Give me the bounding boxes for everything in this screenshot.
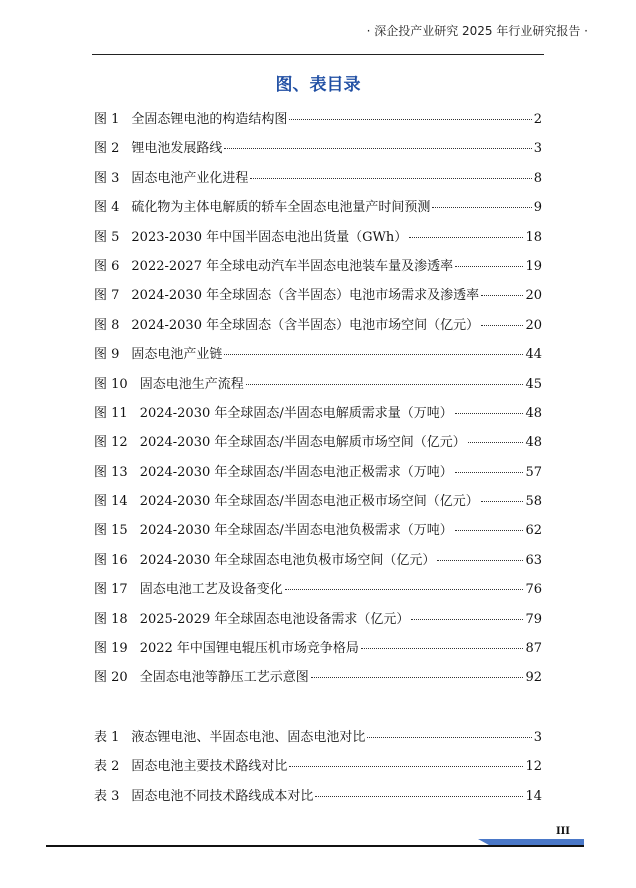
figure-entry[interactable] bbox=[94, 167, 542, 196]
report-header: · 深企投产业研究 2025 年行业研究报告 · bbox=[366, 24, 588, 38]
entry-page-number: 63 bbox=[525, 552, 542, 568]
entry-page-number: 79 bbox=[525, 611, 542, 627]
entry-title: 2024-2030 年全球固态电池负极市场空间（亿元） bbox=[139, 552, 436, 568]
entry-number: 图 4 bbox=[94, 200, 120, 216]
entry-number: 图 6 bbox=[94, 258, 120, 274]
dot-leader bbox=[455, 472, 524, 473]
page-number: III bbox=[555, 826, 570, 837]
dot-leader bbox=[315, 796, 523, 797]
entry-number: 图 3 bbox=[94, 170, 120, 186]
entry-title: 2024-2030 年全球固态/半固态电池负极需求（万吨） bbox=[139, 523, 453, 539]
entry-page-number: 8 bbox=[533, 170, 542, 186]
entry-title: 2024-2030 年全球固态（含半固态）电池市场空间（亿元） bbox=[131, 317, 480, 333]
entry-number: 图 13 bbox=[94, 464, 128, 480]
figure-entry[interactable] bbox=[94, 226, 542, 255]
dot-leader bbox=[468, 442, 524, 443]
entry-title: 2023-2030 年中国半固态电池出货量（GWh） bbox=[131, 229, 408, 245]
entry-title: 固态电池产业化进程 bbox=[131, 170, 249, 186]
dot-leader bbox=[455, 530, 524, 531]
entry-page-number: 58 bbox=[525, 494, 542, 510]
entry-page-number: 14 bbox=[525, 788, 542, 804]
entry-page-number: 12 bbox=[525, 759, 542, 775]
entry-page-number: 92 bbox=[525, 670, 542, 686]
entry-number: 图 19 bbox=[94, 641, 128, 657]
dot-leader bbox=[250, 178, 531, 179]
figure-entry[interactable] bbox=[94, 637, 542, 666]
entry-title: 全固态锂电池的构造结构图 bbox=[131, 112, 288, 127]
dot-leader bbox=[481, 325, 523, 326]
entry-number: 图 20 bbox=[94, 670, 128, 686]
entry-title: 2022-2027 年全球电动汽车半固态电池装车量及渗透率 bbox=[131, 258, 454, 274]
entry-number: 图 5 bbox=[94, 229, 120, 245]
entry-page-number: 20 bbox=[525, 317, 542, 333]
entry-page-number: 3 bbox=[533, 730, 542, 745]
dot-leader bbox=[289, 766, 523, 767]
entry-title: 硫化物为主体电解质的轿车全固态电池量产时间预测 bbox=[131, 200, 431, 216]
dot-leader bbox=[311, 677, 524, 678]
entry-page-number: 3 bbox=[533, 141, 542, 157]
figure-entry[interactable] bbox=[94, 578, 542, 607]
entry-number: 图 8 bbox=[94, 317, 120, 333]
dot-leader bbox=[409, 237, 523, 238]
entry-page-number: 76 bbox=[525, 582, 542, 598]
entry-title: 2024-2030 年全球固态/半固态电池正极市场空间（亿元） bbox=[139, 494, 479, 510]
dot-leader bbox=[481, 501, 524, 502]
figure-entry[interactable] bbox=[94, 490, 542, 519]
dot-leader bbox=[367, 737, 531, 738]
page-title: 图、表目录 bbox=[275, 75, 361, 95]
entry-number: 图 11 bbox=[94, 405, 128, 421]
figure-entry[interactable] bbox=[94, 255, 542, 284]
figure-entry[interactable] bbox=[94, 373, 542, 402]
entry-page-number: 9 bbox=[533, 200, 542, 216]
entry-title: 固态电池生产流程 bbox=[139, 376, 244, 392]
entry-page-number: 2 bbox=[533, 112, 542, 127]
dot-leader bbox=[246, 384, 524, 385]
figure-entry[interactable] bbox=[94, 519, 542, 548]
entry-number: 图 7 bbox=[94, 288, 120, 304]
entry-number: 图 18 bbox=[94, 611, 128, 627]
dot-leader bbox=[481, 295, 523, 296]
entry-page-number: 87 bbox=[525, 641, 542, 657]
entry-title: 液态锂电池、半固态电池、固态电池对比 bbox=[131, 730, 366, 745]
dot-leader bbox=[289, 119, 531, 120]
entry-title: 固态电池主要技术路线对比 bbox=[131, 759, 288, 775]
figure-entry[interactable] bbox=[94, 608, 542, 637]
dot-leader bbox=[455, 413, 524, 414]
entry-number: 图 15 bbox=[94, 523, 128, 539]
entry-title: 2024-2030 年全球固态/半固态电解质市场空间（亿元） bbox=[139, 435, 466, 451]
figure-entry[interactable] bbox=[94, 343, 542, 372]
dot-leader bbox=[455, 266, 523, 267]
entry-page-number: 45 bbox=[525, 376, 542, 392]
entry-page-number: 48 bbox=[525, 435, 542, 451]
entry-page-number: 20 bbox=[525, 288, 542, 304]
table-entry[interactable] bbox=[94, 785, 542, 814]
dot-leader bbox=[361, 648, 524, 649]
entry-number: 表 3 bbox=[94, 788, 120, 804]
header-divider bbox=[92, 54, 544, 55]
dot-leader bbox=[224, 148, 531, 149]
dot-leader bbox=[437, 560, 523, 561]
entry-title: 2022 年中国锂电辊压机市场竞争格局 bbox=[139, 641, 359, 657]
entry-page-number: 18 bbox=[525, 229, 542, 245]
dot-leader bbox=[411, 619, 523, 620]
entry-title: 锂电池发展路线 bbox=[131, 141, 223, 157]
table-entry[interactable] bbox=[94, 755, 542, 784]
figure-entry[interactable] bbox=[94, 137, 542, 166]
entry-title: 2024-2030 年全球固态/半固态电池正极需求（万吨） bbox=[139, 464, 453, 480]
dot-leader bbox=[432, 207, 531, 208]
figure-entry[interactable] bbox=[94, 431, 542, 460]
entry-page-number: 48 bbox=[525, 405, 542, 421]
footer-divider bbox=[46, 845, 584, 847]
figure-entry[interactable] bbox=[94, 666, 542, 695]
entry-page-number: 57 bbox=[525, 464, 542, 480]
entry-title: 全固态电池等静压工艺示意图 bbox=[139, 670, 309, 686]
entry-number: 图 12 bbox=[94, 435, 128, 451]
entry-number: 表 1 bbox=[94, 730, 120, 745]
table-entry[interactable] bbox=[94, 726, 542, 755]
dot-leader bbox=[285, 589, 524, 590]
figure-entry[interactable] bbox=[94, 549, 542, 578]
entry-title: 2025-2029 年全球固态电池设备需求（亿元） bbox=[139, 611, 410, 627]
figure-entry[interactable] bbox=[94, 108, 542, 137]
entry-title: 固态电池工艺及设备变化 bbox=[139, 582, 283, 598]
entry-title: 2024-2030 年全球固态（含半固态）电池市场需求及渗透率 bbox=[131, 288, 480, 304]
figure-entry[interactable] bbox=[94, 284, 542, 313]
entry-number: 图 9 bbox=[94, 347, 120, 363]
entry-number: 图 16 bbox=[94, 552, 128, 568]
entry-number: 图 2 bbox=[94, 141, 120, 157]
figure-entry[interactable] bbox=[94, 402, 542, 431]
entry-title: 固态电池产业链 bbox=[131, 347, 223, 363]
entry-number: 表 2 bbox=[94, 759, 120, 775]
entry-page-number: 44 bbox=[525, 347, 542, 363]
entry-page-number: 19 bbox=[525, 258, 542, 274]
entry-title: 固态电池不同技术路线成本对比 bbox=[131, 788, 314, 804]
figure-entry[interactable] bbox=[94, 314, 542, 343]
table-list bbox=[94, 726, 542, 814]
entry-number: 图 14 bbox=[94, 494, 128, 510]
entry-title: 2024-2030 年全球固态/半固态电解质需求量（万吨） bbox=[139, 405, 453, 421]
entry-number: 图 10 bbox=[94, 376, 128, 392]
figure-entry[interactable] bbox=[94, 196, 542, 225]
entry-number: 图 1 bbox=[94, 112, 120, 127]
figure-entry[interactable] bbox=[94, 461, 542, 490]
figure-list bbox=[94, 108, 542, 696]
entry-page-number: 62 bbox=[525, 523, 542, 539]
dot-leader bbox=[224, 354, 523, 355]
entry-number: 图 17 bbox=[94, 582, 128, 598]
